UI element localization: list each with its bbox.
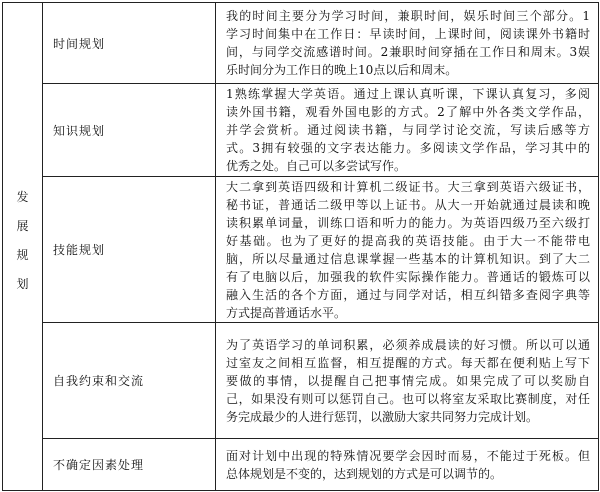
content-line: 过室友之间相互监督，相互提醒的方式。每天都在便利贴上写下 <box>226 355 590 370</box>
row-content-cell <box>216 323 599 439</box>
content-line: 好基础。也为了更好的提高我的英语技能。由于大一不能带电 <box>226 233 590 248</box>
table-row <box>3 439 599 491</box>
row-label-cell <box>43 323 216 439</box>
content-line: 式。3拥有较强的文字表达能力。多阅读文学作品，学习其中的 <box>226 141 590 155</box>
content-line: 总体规划是不变的，达到规划的方式是可以调节的。 <box>226 466 503 481</box>
content-line: 为了英语学习的单词积累，必须养成晨读的好习惯。所以可以通 <box>226 337 590 352</box>
table-row <box>3 177 599 323</box>
content-line: 1熟练掌握大学英语。通过上课认真听课，下课认真复习，多阅 <box>226 87 590 101</box>
row-label-cell <box>43 84 216 177</box>
content-line: 面对计划中出现的特殊情况要学会因时而易，不能过于死板。但 <box>226 448 590 463</box>
content-line: 乐时间分为工作日的晚上10点以后和周末。 <box>226 63 458 77</box>
table-row <box>3 3 599 84</box>
content-line: 读外国书籍，观看外国电影的方式。2了解中外各类文学作品， <box>226 105 590 119</box>
content-line: 间，与同学交流感谱时间。2兼职时间穿插在工作日和周末。3娱 <box>226 45 590 59</box>
row-label-cell <box>43 439 216 491</box>
row-content-cell <box>216 3 599 84</box>
content-line: 我的时间主要分为学习时间，兼职时间，娱乐时间三个部分。1 <box>226 9 590 23</box>
content-line: 脑，所以尽量通过信息课掌握一些基本的计算机知识。到了大二 <box>226 251 590 266</box>
table-row <box>3 84 599 177</box>
development-plan-table <box>2 2 599 491</box>
row-label-knowledge-plan: 知识规划 <box>53 123 106 138</box>
row-content-cell <box>216 439 599 491</box>
row-label-skill-plan: 技能规划 <box>53 243 106 257</box>
content-line: 要做的事情，以提醒自己把事情完成。如果完成了可以奖励自 <box>226 373 590 388</box>
content-line: 有了电脑以后，加强我的软件实际操作能力。普通话的锻炼可以 <box>226 269 590 284</box>
content-line: 方式提高普通话水平。 <box>226 305 347 320</box>
content-line: 并学会赏析。通过阅读书籍，与同学讨论交流，写读后感等方 <box>226 123 590 137</box>
content-line: 务完成最少的人进行惩罚，以激励大家共同努力完成计划。 <box>226 409 539 424</box>
content-line: 读积累单词量，训练口语和听力的能力。为英语四级乃至六级打 <box>226 215 590 230</box>
group-label: 发展规划 <box>16 189 29 291</box>
content-line: 大二拿到英语四级和计算机二级证书。大三拿到英语六级证书， <box>226 179 590 194</box>
row-label-uncertainty: 不确定因素处理 <box>53 458 145 472</box>
row-content-cell <box>216 177 599 323</box>
table-row <box>3 323 599 439</box>
content-line: 优秀之处。自己可以多尝试写作。 <box>226 159 407 173</box>
content-line: 己，如果没有则可以惩罚自己。也可以将室友采取比赛制度，对任 <box>226 391 590 406</box>
content-line: 学习时间集中在工作日：早读时间，上课时间，阅读课外书籍时 <box>226 27 590 41</box>
row-content-cell <box>216 84 599 177</box>
row-label-self-discipline: 自我约束和交流 <box>53 374 145 388</box>
row-label-cell <box>43 3 216 84</box>
content-line: 融入生活的各个方面，通过与同学对话，相互纠错多查阅字典等 <box>226 287 590 302</box>
group-cell <box>3 3 43 491</box>
content-line: 秘书证，普通话二级甲等以上证书。从大一开始就通过晨读和晚 <box>226 197 590 212</box>
row-label-time-plan: 时间规划 <box>53 36 106 51</box>
row-label-cell <box>43 177 216 323</box>
